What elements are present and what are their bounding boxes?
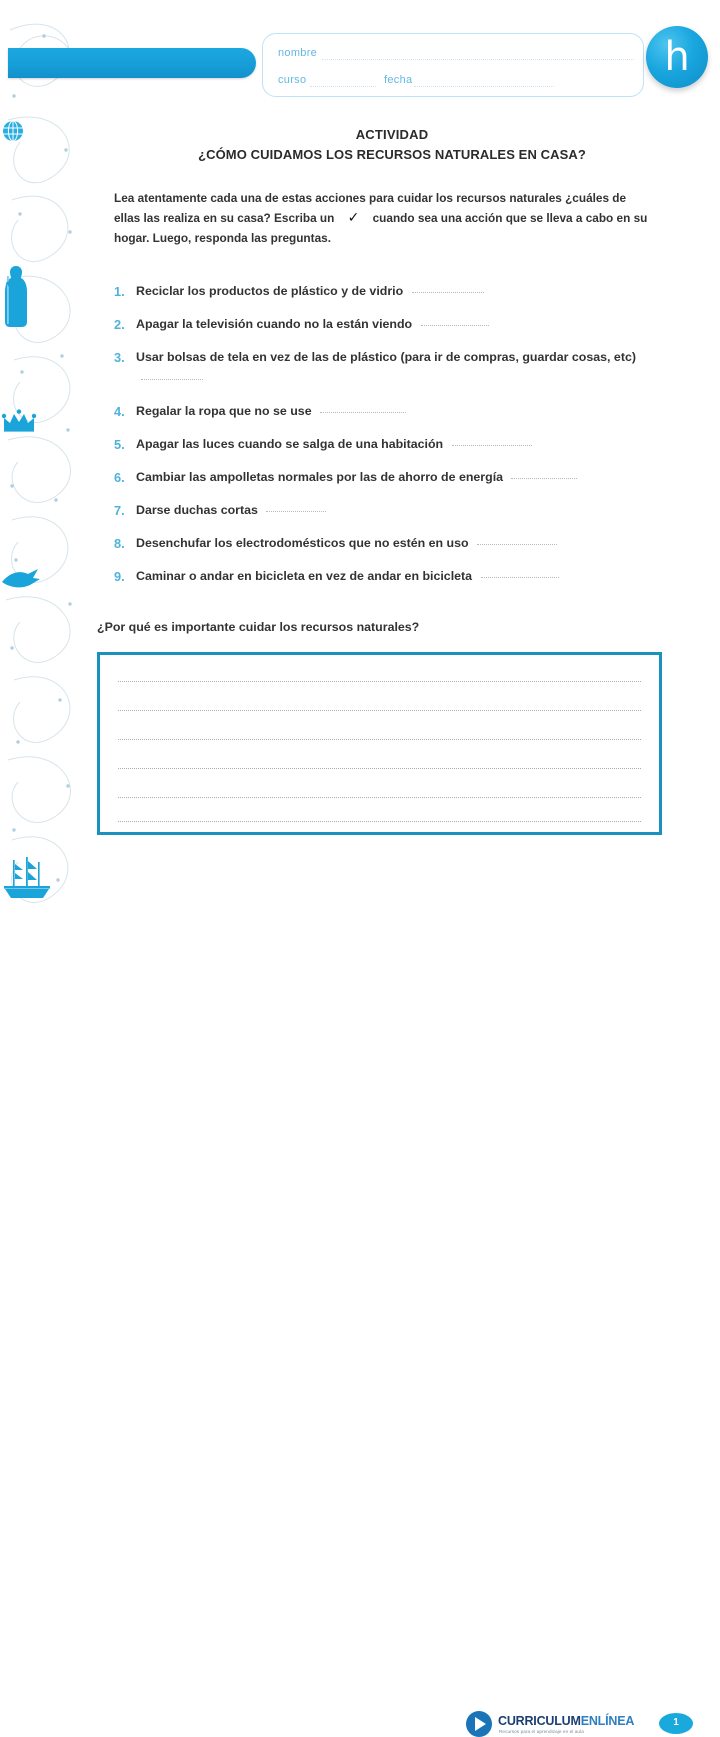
figure-with-staff-icon	[0, 262, 92, 328]
list-item-number: 7.	[114, 503, 125, 518]
curso-input[interactable]	[310, 86, 376, 87]
list-item[interactable]	[114, 500, 674, 521]
historia-logo-letter: h	[664, 34, 690, 80]
list-item-number: 3.	[114, 350, 125, 365]
list-item[interactable]	[114, 281, 674, 302]
list-item-number: 2.	[114, 317, 125, 332]
list-item-label: Apagar las luces cuando se salga de una habitación	[136, 437, 444, 451]
instructions-part2: cuando sea una acción que se lleva a cabo en su hogar. Luego, responda las preguntas.	[114, 211, 648, 245]
brand-part-enlinea: ENLÍNEA	[580, 1714, 635, 1728]
fecha-input[interactable]	[414, 86, 554, 87]
student-fields-box	[262, 33, 644, 97]
list-item-number: 6.	[114, 470, 125, 485]
answer-line[interactable]	[118, 681, 641, 682]
nombre-input[interactable]	[322, 59, 634, 60]
crown-icon	[0, 408, 92, 434]
answer-blank[interactable]	[477, 536, 557, 545]
swirl-pattern	[0, 0, 92, 944]
subject-banner-label: historia • 4º básico	[587, 6, 706, 21]
list-item[interactable]	[114, 566, 674, 587]
answer-blank[interactable]	[452, 437, 532, 446]
answer-textarea[interactable]	[97, 652, 662, 835]
nombre-label: nombre	[278, 47, 318, 59]
bird-icon	[0, 566, 92, 592]
brand-tagline: Recursos para el aprendizaje en el aula	[499, 1729, 584, 1734]
answer-line[interactable]	[118, 768, 641, 769]
page-header	[0, 0, 720, 118]
curriculum-brand	[498, 1714, 634, 1728]
answer-blank[interactable]	[141, 371, 203, 380]
answer-line[interactable]	[118, 821, 641, 822]
curso-label: curso	[278, 74, 307, 86]
list-item-label: Regalar la ropa que no se use	[136, 404, 312, 418]
brand-part-curriculum: CURRICULUM	[498, 1714, 581, 1728]
answer-blank[interactable]	[412, 284, 484, 293]
list-item[interactable]	[114, 467, 674, 488]
globe-icon	[0, 118, 92, 144]
activity-title: ACTIVIDAD	[355, 127, 429, 142]
answer-line[interactable]	[118, 797, 641, 798]
list-item-label: Apagar la televisión cuando no la están viendo	[136, 317, 413, 331]
subject-banner	[8, 48, 256, 78]
list-item-label: Usar bolsas de tela en vez de las de plástico (para ir de compras, guardar cosas, etc)	[136, 350, 636, 364]
fecha-label: fecha	[384, 74, 413, 86]
activity-subtitle: ¿CÓMO CUIDAMOS LOS RECURSOS NATURALES EN CASA?	[198, 147, 586, 162]
reflection-question: ¿Por qué es importante cuidar los recursos naturales?	[97, 620, 420, 634]
answer-line[interactable]	[118, 710, 641, 711]
list-item-label: Desenchufar los electrodomésticos que no estén en uso	[136, 536, 469, 550]
answer-blank[interactable]	[266, 503, 326, 512]
list-item-label: Darse duchas cortas	[136, 503, 258, 517]
instructions-text	[114, 188, 654, 248]
page-number-label: 1	[673, 1717, 679, 1728]
list-item[interactable]	[114, 314, 674, 335]
answer-blank[interactable]	[320, 404, 406, 413]
checkmark-icon: ✓	[347, 210, 360, 226]
list-item-number: 9.	[114, 569, 125, 584]
list-item[interactable]	[114, 347, 674, 389]
list-item[interactable]	[114, 401, 674, 422]
play-circle-icon	[466, 1711, 492, 1737]
answer-line[interactable]	[118, 739, 641, 740]
answer-blank[interactable]	[511, 470, 577, 479]
list-item-label: Reciclar los productos de plástico y de vidrio	[136, 284, 404, 298]
historia-logo	[646, 26, 708, 88]
list-item[interactable]	[114, 434, 674, 455]
answer-blank[interactable]	[421, 317, 489, 326]
list-item-label: Caminar o andar en bicicleta en vez de andar en bicicleta	[136, 569, 473, 583]
list-item-number: 8.	[114, 536, 125, 551]
list-item-number: 5.	[114, 437, 125, 452]
list-item-number: 4.	[114, 404, 125, 419]
instructions-part1: Lea atentamente cada una de estas acciones para cuidar los recursos naturales ¿cuáles de ellas las realiza en su casa? Escriba un	[114, 191, 627, 225]
page-footer	[0, 852, 720, 1734]
decorative-left-margin	[0, 0, 92, 944]
answer-blank[interactable]	[481, 569, 559, 578]
list-item-number: 1.	[114, 284, 125, 299]
list-item-label: Cambiar las ampolletas normales por las de ahorro de energía	[136, 470, 504, 484]
page-number-badge	[659, 1713, 693, 1734]
list-item[interactable]	[114, 533, 674, 554]
actions-list	[114, 281, 674, 599]
